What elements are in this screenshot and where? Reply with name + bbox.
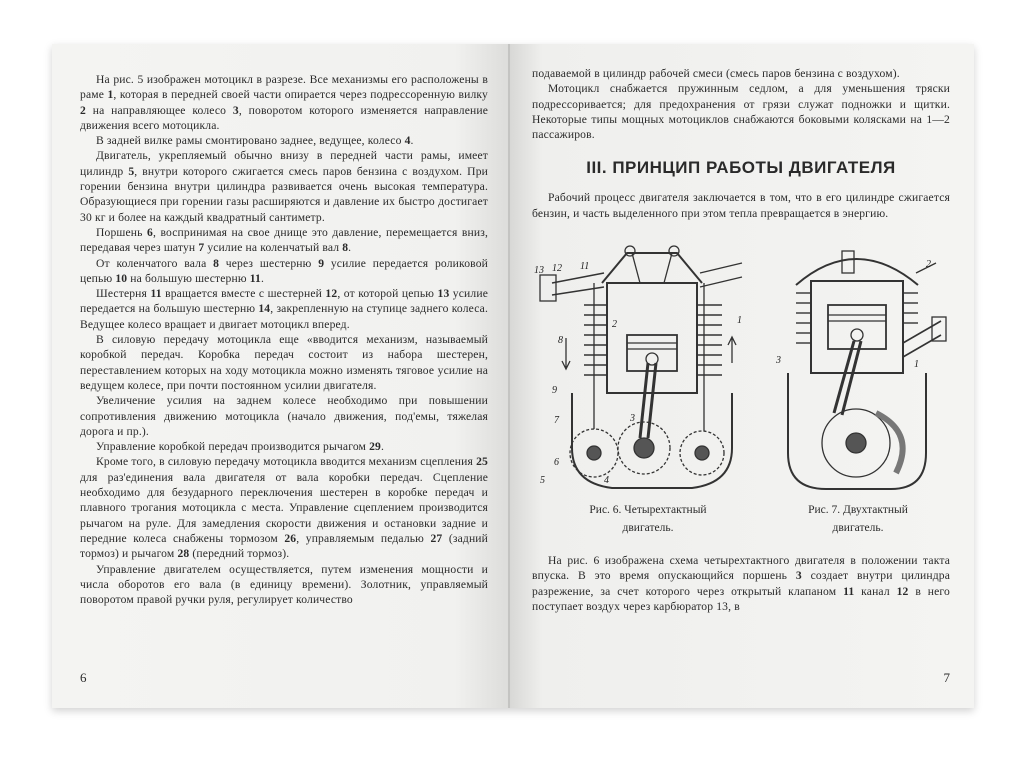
reference-number: 5 [128,164,135,178]
text-run: канал [854,584,897,598]
reference-number: 1 [107,88,114,102]
figure-7-caption-line1: Рис. 7. Двухтактный [808,504,908,517]
paragraph [532,81,950,142]
text-run: На рис. 5 изображен мотоцикл в разрезе. Все механизмы его расположены в раме [80,73,488,102]
reference-number: 2 [80,103,86,117]
reference-number: 26 [284,531,297,545]
paragraph [80,454,488,561]
right-page-lead-text [532,66,950,142]
text-run: на направляющее колесо [85,103,233,117]
svg-text:3: 3 [630,413,635,425]
text-run: , внутри которого сжигается смесь паров бензина с воздухом. При горении бензина внутри цилиндра развивается очень высокая температура. Образующиеся при горении газы расширяются и давление их быстро достигает 30 кг и более на каждый квадратный сантиметр. [80,164,488,224]
section-heading: III. ПРИНЦИП РАБОТЫ ДВИГАТЕЛЯ [586,158,896,178]
text-run: , которая в передней своей части опирается через подрессоренную вилку [113,88,488,102]
text-run: вращается вместе с шестерней [161,287,326,301]
four-stroke-engine-drawing [532,243,764,499]
text-run: усилие передается роликовой цепью [80,256,488,285]
paragraph [80,72,488,133]
svg-text:13: 13 [534,265,544,277]
text-run: Двигатель, укрепляемый обычно внизу в передней части рамы, имеет цилиндр [80,149,488,178]
book-spread [52,44,974,708]
text-run: Рабочий процесс двигателя заключается в том, что в его цилиндре сжигается бензин, и часть выделенного при этом тепла превращается в энергию. [532,191,950,220]
reference-number: 7 [198,241,205,255]
reference-number: 29 [369,440,381,454]
reference-number: 12 [325,287,338,301]
text-run: . [348,241,352,255]
figures-row [532,243,950,543]
paragraph [80,439,488,454]
reference-number: 3 [795,569,802,583]
paragraph [80,256,488,287]
svg-text:5: 5 [540,475,545,487]
text-run: Увеличение усилия на заднем колесе необходимо при повышении сопротивления движению мотоцикла (начало движения, под'емы, тяжелая дорога и пр.). [80,394,488,438]
reference-number: 11 [843,584,855,598]
reference-number: 13 [437,287,450,301]
text-run: В задней вилке рамы смонтировано заднее, ведущее, колесо [96,134,405,148]
text-run: Шестерня [96,287,151,301]
reference-number: 6 [147,225,153,239]
text-run: создает внутри цилиндра разрежение, за счет которого через открытый клапаном [532,569,951,598]
reference-number: 10 [115,271,128,285]
reference-number: 14 [258,302,271,316]
svg-text:8: 8 [558,335,563,347]
left-page [52,44,510,708]
figure-7-caption-line2: двигатель. [832,522,884,535]
paragraph [80,148,488,224]
text-run: Поршень [96,225,148,239]
text-run: , от которой цепью [337,287,438,301]
svg-text:12: 12 [552,263,562,275]
text-run: , управляемым педалью [296,531,431,545]
text-run: усилие передается на большую шестерню [80,287,488,316]
text-run: На рис. 6 изображена схема четырехтактного двигателя в положении такта впуска. В это время опускающийся поршень [532,554,950,583]
page-number-right: 7 [943,670,950,685]
text-run: через шестерню [219,256,319,270]
text-run: усилие на коленчатый вал [204,241,343,255]
reference-number: 25 [476,455,488,469]
text-run: (передний тормоз). [189,547,290,561]
reference-number: 8 [213,256,220,270]
figure-four-stroke-engine [532,243,764,535]
svg-text:6: 6 [554,457,559,469]
paragraph [532,553,950,614]
reference-number: 11 [249,271,261,285]
figure-6-caption-line1: Рис. 6. Четырехтактный [589,504,707,517]
text-run: . [381,440,385,454]
right-page-intro-text [532,190,950,221]
svg-text:3: 3 [776,355,781,367]
reference-number: 28 [177,547,190,561]
text-run: Управление коробкой передач производится рычагом [96,440,370,454]
svg-text:7: 7 [554,415,559,427]
text-run: в него поступает воздух через карбюратор 13, в [532,584,950,613]
reference-number: 11 [150,287,162,301]
left-page-text [80,72,488,607]
reference-number: 12 [896,584,909,598]
text-run: подаваемой в цилиндр рабочей смеси (смесь паров бензина с воздухом). [532,67,900,80]
text-run: , воспринимая на свое днище это давление, перемещается вниз, передавая через шатун [80,225,488,255]
text-run: В силовую передачу мотоцикла еще «вводится механизм, называемый коробкой передач. Коробка передач состоит из набора шестерен, переставлением которых на ходу мотоцикла можно изменять тяговое усилие на ведущем колесе, при почти постоянном усилии двигателя. [80,333,488,392]
reference-number: 27 [430,531,443,545]
svg-text:9: 9 [552,385,557,397]
svg-text:2: 2 [612,319,617,331]
text-run: (задний тормоз) и рычагом [80,531,489,561]
figure-6-caption-line2: двигатель. [622,522,674,535]
reference-number: 8 [342,241,349,255]
svg-text:1: 1 [737,315,742,327]
figure-two-stroke-engine [766,243,950,535]
page-number-left: 6 [80,670,87,685]
text-run: , поворотом которого изменяется направление движения всего мотоцикла. [80,103,488,132]
text-run: Кроме того, в силовую передачу мотоцикла вводится механизм сцепления [96,455,477,469]
two-stroke-engine-drawing [766,243,950,499]
svg-text:4: 4 [604,475,609,487]
text-run: От коленчатого вала [96,256,214,270]
paragraph [532,66,950,81]
text-run: . [260,271,265,285]
text-run: , закрепленную на ступице заднего колеса. Ведущее колесо вращает и двигает мотоцикл вперед. [80,302,488,331]
reference-number: 4 [404,134,411,148]
text-run: Управление двигателем осуществляется, путем изменения мощности и числа оборотов его вала (в единицу времени). Золотник, управляемый поворотом правой ручки руля, регулирует количество [80,562,488,607]
svg-text:1: 1 [914,359,919,371]
svg-text:2: 2 [926,259,931,271]
text-run: Мотоцикл снабжается пружинным седлом, а для уменьшения тряски подрессоривается; для предохранения от грязи служат подножки и щитки. Некоторые типы мощных мотоциклов снабжаются боковыми колясками на 1—2 пассажиров. [532,82,950,142]
reference-number: 3 [232,103,239,117]
svg-text:11: 11 [580,261,590,273]
text-run: на большую шестерню [127,271,250,285]
paragraph [80,133,488,148]
right-page [510,44,974,708]
paragraph [80,393,488,439]
paragraph [80,332,488,393]
right-page-after-figure-text [532,553,950,614]
paragraph [80,225,488,256]
text-run: . [410,134,414,148]
paragraph [80,562,488,608]
reference-number: 9 [318,256,325,270]
paragraph [80,286,488,332]
text-run: для раз'единения вала двигателя от вала коробки передач. Сцепление необходимо для безударного переключения шестерен в коробке передач и плавного трогания мотоцикла с места. Управление сцеплением производится рычагом на руле. Для замедления скорости движения и остановки задние и передние колеса снабжены тормозом [80,470,488,545]
paragraph [532,190,950,221]
